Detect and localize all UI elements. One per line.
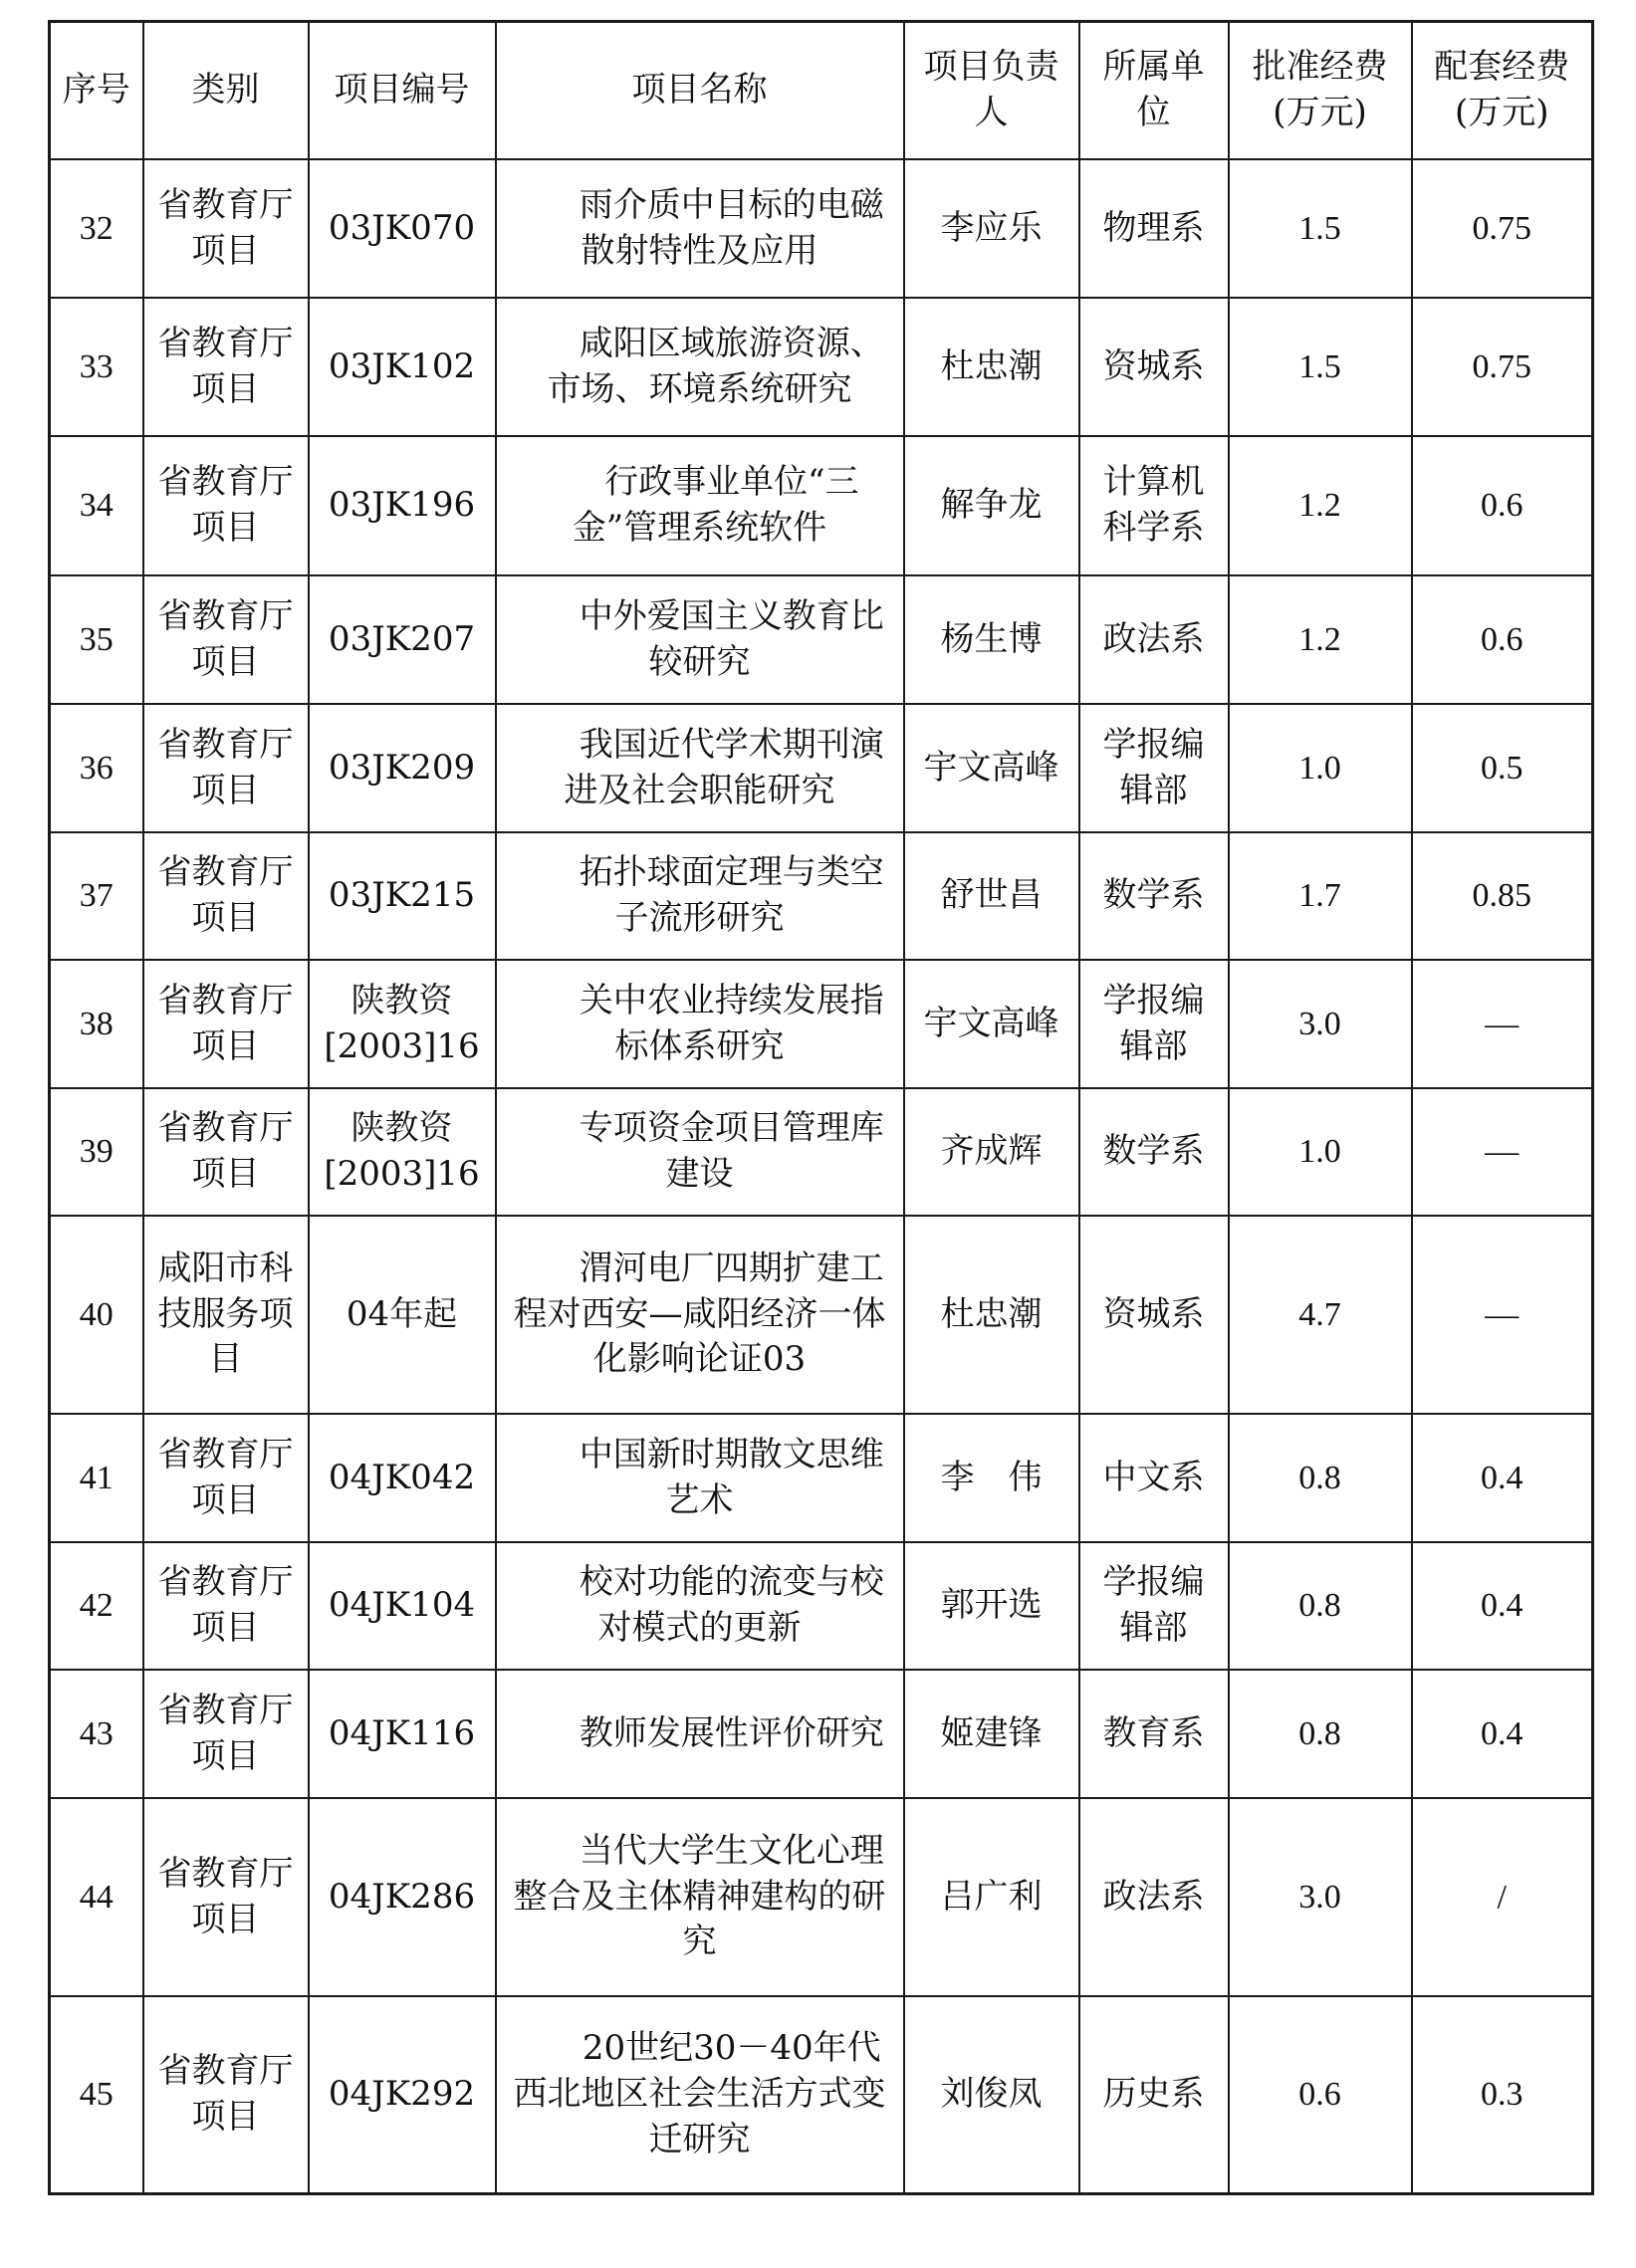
- cell-category: 省教育厅项目: [143, 436, 309, 575]
- table-body: [50, 159, 1593, 2193]
- cell-unit: 学报编辑部: [1079, 1542, 1229, 1670]
- cell-leader: 吕广利: [904, 1798, 1079, 1996]
- cell-category: 省教育厅项目: [143, 1798, 309, 1996]
- cell-seq: 45: [50, 1996, 143, 2193]
- table-row: [50, 1542, 1593, 1670]
- cell-leader: 齐成辉: [904, 1088, 1079, 1216]
- cell-matching: 0.5: [1412, 704, 1593, 832]
- cell-code: 03JK070: [309, 159, 496, 298]
- cell-leader: 李应乐: [904, 159, 1079, 298]
- cell-seq: 36: [50, 704, 143, 832]
- cell-matching: 0.4: [1412, 1542, 1593, 1670]
- cell-matching: 0.6: [1412, 575, 1593, 704]
- cell-seq: 33: [50, 298, 143, 436]
- cell-seq: 41: [50, 1414, 143, 1542]
- cell-code: 04JK116: [309, 1670, 496, 1798]
- cell-code: 04年起: [309, 1216, 496, 1414]
- cell-leader: 舒世昌: [904, 832, 1079, 960]
- cell-approved: 1.5: [1229, 298, 1412, 436]
- cell-code: 03JK209: [309, 704, 496, 832]
- cell-name: 我国近代学术期刊演进及社会职能研究: [496, 704, 904, 832]
- cell-unit: 学报编辑部: [1079, 960, 1229, 1088]
- cell-leader: 姬建锋: [904, 1670, 1079, 1798]
- cell-matching: 0.85: [1412, 832, 1593, 960]
- cell-code: 陕教资[2003]16: [309, 1088, 496, 1216]
- table-row: [50, 960, 1593, 1088]
- cell-leader: 刘俊凤: [904, 1996, 1079, 2193]
- cell-category: 省教育厅项目: [143, 1670, 309, 1798]
- cell-code: 04JK286: [309, 1798, 496, 1996]
- cell-leader: 宇文高峰: [904, 960, 1079, 1088]
- cell-category: 省教育厅项目: [143, 159, 309, 298]
- cell-category: 省教育厅项目: [143, 1542, 309, 1670]
- cell-seq: 43: [50, 1670, 143, 1798]
- cell-seq: 35: [50, 575, 143, 704]
- cell-name: 拓扑球面定理与类空子流形研究: [496, 832, 904, 960]
- cell-seq: 32: [50, 159, 143, 298]
- table-row: [50, 704, 1593, 832]
- cell-matching: —: [1412, 960, 1593, 1088]
- cell-approved: 1.0: [1229, 704, 1412, 832]
- header-matching: 配套经费(万元): [1412, 22, 1593, 160]
- table-row: [50, 298, 1593, 436]
- cell-leader: 郭开选: [904, 1542, 1079, 1670]
- cell-code: 04JK292: [309, 1996, 496, 2193]
- header-category: 类别: [143, 22, 309, 160]
- table-row: [50, 575, 1593, 704]
- cell-approved: 0.8: [1229, 1542, 1412, 1670]
- cell-seq: 44: [50, 1798, 143, 1996]
- funding-table: [48, 20, 1594, 2195]
- cell-name: 中国新时期散文思维艺术: [496, 1414, 904, 1542]
- cell-unit: 学报编辑部: [1079, 704, 1229, 832]
- cell-unit: 政法系: [1079, 1798, 1229, 1996]
- cell-category: 咸阳市科技服务项目: [143, 1216, 309, 1414]
- cell-leader: 解争龙: [904, 436, 1079, 575]
- cell-code: 04JK042: [309, 1414, 496, 1542]
- cell-name: 专项资金项目管理库建设: [496, 1088, 904, 1216]
- cell-unit: 数学系: [1079, 832, 1229, 960]
- header-leader: 项目负责人: [904, 22, 1079, 160]
- cell-code: 03JK196: [309, 436, 496, 575]
- cell-seq: 34: [50, 436, 143, 575]
- cell-category: 省教育厅项目: [143, 832, 309, 960]
- cell-leader: 杜忠潮: [904, 298, 1079, 436]
- cell-matching: 0.4: [1412, 1414, 1593, 1542]
- cell-code: 04JK104: [309, 1542, 496, 1670]
- cell-name: 雨介质中目标的电磁散射特性及应用: [496, 159, 904, 298]
- cell-name: 咸阳区域旅游资源、市场、环境系统研究: [496, 298, 904, 436]
- cell-unit: 教育系: [1079, 1670, 1229, 1798]
- cell-approved: 0.6: [1229, 1996, 1412, 2193]
- cell-name: 校对功能的流变与校对模式的更新: [496, 1542, 904, 1670]
- cell-name: 行政事业单位“三金”管理系统软件: [496, 436, 904, 575]
- cell-matching: /: [1412, 1798, 1593, 1996]
- cell-unit: 历史系: [1079, 1996, 1229, 2193]
- cell-name: 渭河电厂四期扩建工程对西安—咸阳经济一体化影响论证03: [496, 1216, 904, 1414]
- cell-unit: 数学系: [1079, 1088, 1229, 1216]
- cell-unit: 政法系: [1079, 575, 1229, 704]
- cell-approved: 1.2: [1229, 575, 1412, 704]
- cell-code: 03JK215: [309, 832, 496, 960]
- table-row: [50, 1996, 1593, 2193]
- cell-seq: 38: [50, 960, 143, 1088]
- cell-name: 中外爱国主义教育比较研究: [496, 575, 904, 704]
- cell-category: 省教育厅项目: [143, 298, 309, 436]
- header-unit: 所属单位: [1079, 22, 1229, 160]
- cell-matching: 0.75: [1412, 159, 1593, 298]
- table-row: [50, 1670, 1593, 1798]
- cell-matching: 0.4: [1412, 1670, 1593, 1798]
- header-code: 项目编号: [309, 22, 496, 160]
- cell-leader: 李 伟: [904, 1414, 1079, 1542]
- cell-category: 省教育厅项目: [143, 704, 309, 832]
- cell-name: 关中农业持续发展指标体系研究: [496, 960, 904, 1088]
- cell-name: 20世纪30－40年代西北地区社会生活方式变迁研究: [496, 1996, 904, 2193]
- cell-approved: 0.8: [1229, 1670, 1412, 1798]
- table-row: [50, 1414, 1593, 1542]
- cell-category: 省教育厅项目: [143, 1996, 309, 2193]
- cell-unit: 资城系: [1079, 298, 1229, 436]
- cell-name: 教师发展性评价研究: [496, 1670, 904, 1798]
- cell-seq: 39: [50, 1088, 143, 1216]
- cell-matching: —: [1412, 1216, 1593, 1414]
- cell-approved: 1.5: [1229, 159, 1412, 298]
- cell-approved: 1.7: [1229, 832, 1412, 960]
- cell-unit: 计算机科学系: [1079, 436, 1229, 575]
- cell-code: 03JK207: [309, 575, 496, 704]
- cell-seq: 42: [50, 1542, 143, 1670]
- cell-matching: 0.6: [1412, 436, 1593, 575]
- cell-code: 03JK102: [309, 298, 496, 436]
- header-approved: 批准经费(万元): [1229, 22, 1412, 160]
- cell-category: 省教育厅项目: [143, 575, 309, 704]
- cell-seq: 37: [50, 832, 143, 960]
- cell-approved: 4.7: [1229, 1216, 1412, 1414]
- cell-leader: 杜忠潮: [904, 1216, 1079, 1414]
- cell-category: 省教育厅项目: [143, 960, 309, 1088]
- cell-category: 省教育厅项目: [143, 1088, 309, 1216]
- cell-approved: 1.2: [1229, 436, 1412, 575]
- cell-leader: 宇文高峰: [904, 704, 1079, 832]
- header-seq: 序号: [50, 22, 143, 160]
- cell-approved: 0.8: [1229, 1414, 1412, 1542]
- cell-approved: 1.0: [1229, 1088, 1412, 1216]
- cell-name: 当代大学生文化心理整合及主体精神建构的研究: [496, 1798, 904, 1996]
- cell-leader: 杨生博: [904, 575, 1079, 704]
- cell-unit: 中文系: [1079, 1414, 1229, 1542]
- table-row: [50, 1216, 1593, 1414]
- cell-seq: 40: [50, 1216, 143, 1414]
- cell-matching: —: [1412, 1088, 1593, 1216]
- header-name: 项目名称: [496, 22, 904, 160]
- cell-approved: 3.0: [1229, 960, 1412, 1088]
- cell-matching: 0.75: [1412, 298, 1593, 436]
- table-row: [50, 436, 1593, 575]
- table-header-row: [50, 22, 1593, 160]
- table-row: [50, 832, 1593, 960]
- cell-approved: 3.0: [1229, 1798, 1412, 1996]
- cell-code: 陕教资[2003]16: [309, 960, 496, 1088]
- cell-unit: 资城系: [1079, 1216, 1229, 1414]
- cell-matching: 0.3: [1412, 1996, 1593, 2193]
- cell-category: 省教育厅项目: [143, 1414, 309, 1542]
- table-row: [50, 1798, 1593, 1996]
- cell-unit: 物理系: [1079, 159, 1229, 298]
- table-row: [50, 159, 1593, 298]
- table-row: [50, 1088, 1593, 1216]
